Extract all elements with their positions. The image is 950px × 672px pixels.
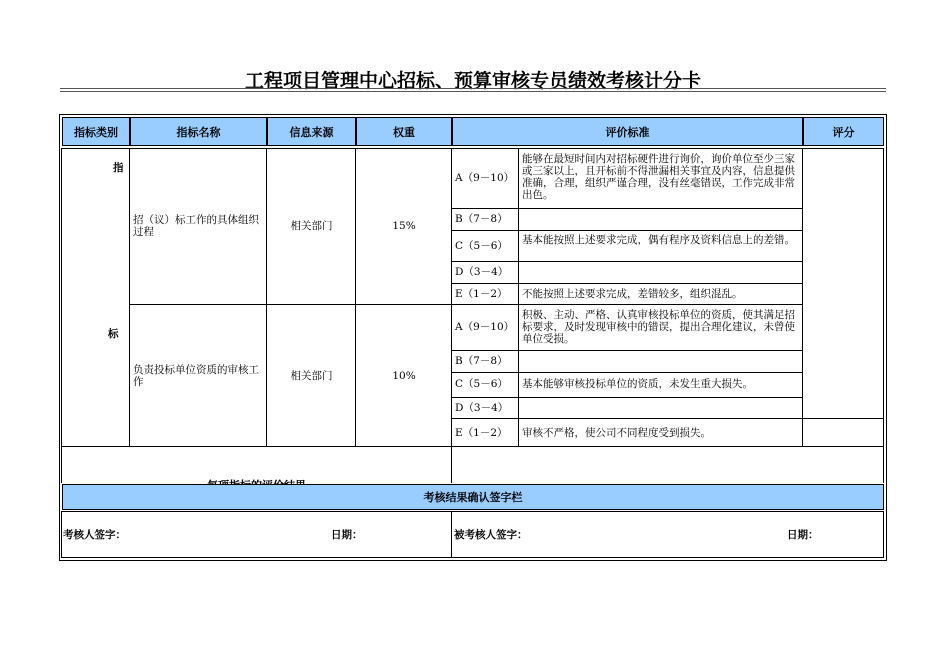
assessee-signature-label: 被考核人签字：: [454, 529, 528, 541]
header-criteria: 评价标准: [452, 117, 803, 146]
date-label: 日期：: [787, 529, 819, 541]
grid-line: [61, 148, 62, 483]
grid-line: [451, 283, 803, 284]
indicator-weight: 15%: [392, 220, 416, 232]
indicator-source: 相关部门: [290, 370, 333, 382]
grade-description: 基本能够审核投标单位的资质，未发生重大损失。: [522, 378, 753, 390]
header-name: 指标名称: [130, 117, 267, 146]
grid-line: [266, 148, 267, 446]
grade-description: 基本能按照上述要求完成，偶有程序及资料信息上的差错。: [522, 234, 795, 246]
indicator-weight: 10%: [392, 370, 416, 382]
grade-label: E（1－2）: [455, 288, 508, 300]
grade-label: B（7－8）: [455, 355, 508, 367]
grade-label: C（5－6）: [455, 378, 508, 390]
header-category: 指标类别: [62, 117, 130, 146]
category-char-1: 指: [113, 162, 124, 174]
header-weight: 权重: [356, 117, 452, 146]
grid-line: [451, 261, 803, 262]
title-rule-1: [60, 88, 886, 89]
grade-description: 不能按照上述要求完成，差错较多，组织混乱。: [522, 288, 743, 300]
assessor-signature-label: 考核人签字：: [63, 529, 126, 541]
grid-line: [451, 350, 803, 351]
grade-label: D（3－4）: [455, 402, 509, 414]
confirm-header: 考核结果确认签字栏: [62, 484, 884, 510]
indicator-name: 负责投标单位资质的审核工作: [133, 364, 259, 388]
grade-label: E（1－2）: [455, 427, 508, 439]
grid-line: [451, 230, 803, 231]
grid-line: [129, 148, 130, 446]
header-source: 信息来源: [267, 117, 356, 146]
page-title: 工程项目管理中心招标、预算审核专员绩效考核计分卡: [244, 70, 701, 92]
grade-label: C（5－6）: [455, 240, 508, 252]
grid-line: [451, 397, 803, 398]
category-char-2: 标: [108, 328, 119, 340]
grid-line: [451, 208, 803, 209]
grade-label: A（9－10）: [455, 321, 515, 333]
grid-line: [451, 148, 452, 483]
indicator-source: 相关部门: [290, 220, 333, 232]
grid-line: [61, 446, 884, 447]
grid-line: [451, 372, 803, 373]
grade-description: 能够在最短时间内对招标硬件进行询价，询价单位至少三家或三家以上，且开标前不得泄漏相关事宜及内容，信息提供准确，合理，组织严谨合理，没有丝毫错误，工作完成非常出色。: [522, 153, 795, 201]
grid-line: [129, 304, 803, 305]
grade-label: D（3－4）: [455, 266, 509, 278]
grid-line: [883, 148, 884, 483]
date-label: 日期：: [331, 529, 363, 541]
grade-label: B（7－8）: [455, 213, 508, 225]
grade-description: 积极、主动、严格、认真审核投标单位的资质，使其满足招标要求，及时发现审核中的错误，提出合理化建议，未曾使单位受损。: [522, 309, 795, 345]
header-score: 评分: [803, 117, 884, 146]
grid-line: [518, 148, 519, 446]
grid-line: [451, 418, 884, 419]
grade-description: 审核不严格，使公司不同程度受到损失。: [522, 427, 711, 439]
grid-line: [61, 148, 884, 149]
grid-line: [355, 148, 356, 446]
grid-line: [802, 148, 803, 446]
indicator-name: 招（议）标工作的具体组织过程: [133, 214, 259, 238]
title-rule-2: [60, 91, 886, 92]
grade-label: A（9－10）: [455, 172, 515, 184]
